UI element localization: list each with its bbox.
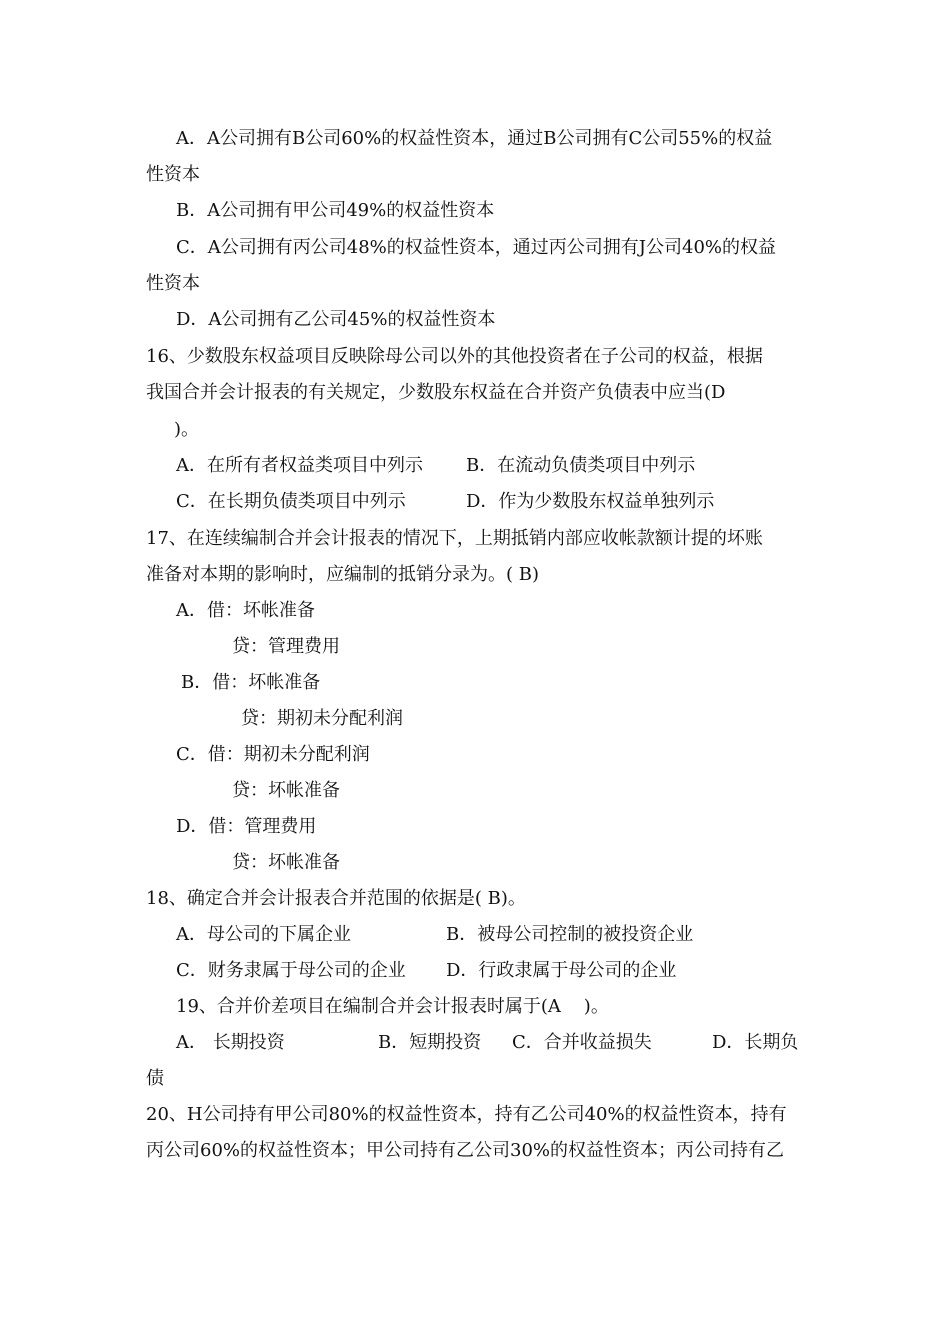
option-19b: B．短期投资 <box>378 1032 482 1053</box>
option-18d: D．行政隶属于母公司的企业 <box>446 960 677 981</box>
option-15a-line2: 性资本 <box>146 164 200 185</box>
option-17a-credit: 贷：管理费用 <box>232 636 340 657</box>
option-19a: A． 长期投资 <box>176 1032 285 1053</box>
option-16a: A．在所有者权益类项目中列示 <box>176 455 423 476</box>
question-16-line3: )。 <box>174 419 200 440</box>
option-17c-credit: 贷：坏帐准备 <box>232 780 340 801</box>
question-17-line1: 17、在连续编制合并会计报表的情况下，上期抵销内部应收帐款额计提的坏账 <box>146 528 763 549</box>
option-18c: C．财务隶属于母公司的企业 <box>176 960 406 981</box>
option-17b-credit: 贷：期初未分配利润 <box>241 708 403 729</box>
option-16b: B．在流动负债类项目中列示 <box>466 455 696 476</box>
option-15c-line1: C．A公司拥有丙公司48%的权益性资本，通过丙公司拥有J公司40%的权益 <box>176 237 777 258</box>
option-16c: C．在长期负债类项目中列示 <box>176 491 406 512</box>
question-20-line2: 丙公司60%的权益性资本；甲公司持有乙公司30%的权益性资本；丙公司持有乙 <box>146 1140 785 1161</box>
option-18b: B．被母公司控制的被投资企业 <box>446 924 694 945</box>
option-19c: C．合并收益损失 <box>512 1032 652 1053</box>
question-16-line2: 我国合并会计报表的有关规定，少数股东权益在合并资产负债表中应当(D <box>146 382 726 403</box>
option-15c-line2: 性资本 <box>146 273 200 294</box>
option-17a-debit: A．借：坏帐准备 <box>176 600 315 621</box>
option-17d-debit: D．借：管理费用 <box>176 816 317 837</box>
option-17b-debit: B．借：坏帐准备 <box>181 672 321 693</box>
option-19d: D．长期负 <box>712 1032 799 1053</box>
question-19: 19、合并价差项目在编制合并会计报表时属于(A )。 <box>176 996 609 1017</box>
option-18a: A．母公司的下属企业 <box>176 924 351 945</box>
question-18: 18、确定合并会计报表合并范围的依据是( B)。 <box>146 888 526 909</box>
option-17c-debit: C．借：期初未分配利润 <box>176 744 370 765</box>
question-20-line1: 20、H公司持有甲公司80%的权益性资本，持有乙公司40%的权益性资本，持有 <box>146 1104 787 1125</box>
option-17d-credit: 贷：坏帐准备 <box>232 852 340 873</box>
option-15d: D．A公司拥有乙公司45%的权益性资本 <box>176 309 496 330</box>
option-16d: D．作为少数股东权益单独列示 <box>466 491 715 512</box>
question-17-line2: 准备对本期的影响时，应编制的抵销分录为。( B) <box>146 564 539 585</box>
option-15b: B．A公司拥有甲公司49%的权益性资本 <box>176 200 495 221</box>
question-16-line1: 16、少数股东权益项目反映除母公司以外的其他投资者在子公司的权益，根据 <box>146 346 763 367</box>
option-19d-wrap: 债 <box>146 1068 164 1089</box>
option-15a-line1: A．A公司拥有B公司60%的权益性资本，通过B公司拥有C公司55%的权益 <box>176 128 773 149</box>
